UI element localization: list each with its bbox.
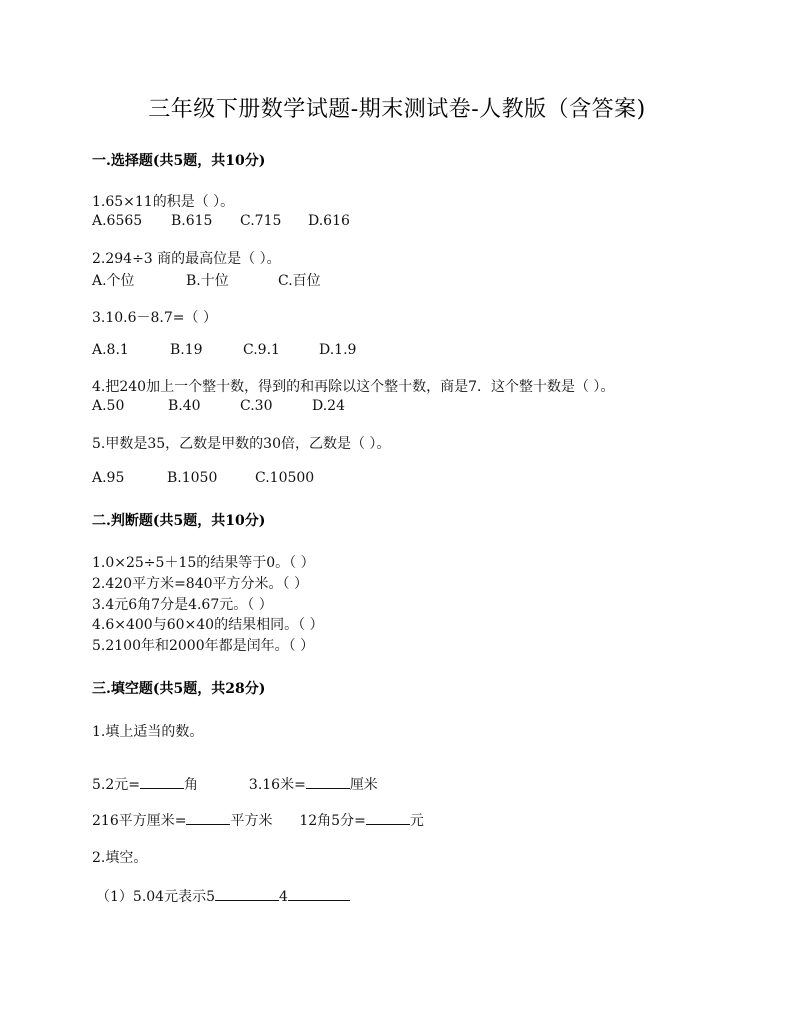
fill-question-2: 2.填空。 bbox=[92, 850, 148, 866]
answer-blank[interactable] bbox=[186, 810, 230, 825]
option: D.616 bbox=[308, 213, 350, 229]
fill-sub-1 bbox=[96, 886, 350, 906]
judge-item-5: 5.2100年和2000年都是闰年。（ ） bbox=[92, 638, 315, 654]
fill-unit: 厘米 bbox=[349, 777, 378, 793]
question-1-3: 3.10.6－8.7=（ ） bbox=[92, 310, 217, 326]
fill-unit: 平方米 bbox=[230, 813, 273, 829]
fill-row-1 bbox=[92, 774, 378, 794]
answer-blank[interactable] bbox=[215, 886, 279, 901]
answer-blank[interactable] bbox=[306, 774, 350, 789]
answer-blank[interactable] bbox=[366, 810, 410, 825]
judge-item-4: 4.6×400与60×40的结果相同。（ ） bbox=[92, 617, 324, 633]
judge-item-2: 2.420平方米=840平方分米。（ ） bbox=[92, 576, 308, 592]
fill-unit: 元 bbox=[409, 813, 424, 829]
option: C.10500 bbox=[255, 470, 315, 486]
option: C.30 bbox=[240, 398, 273, 414]
option: C.百位 bbox=[278, 273, 321, 289]
section-3-heading: 三.填空题(共5题，共28分) bbox=[92, 681, 266, 697]
section-2-heading: 二.判断题(共5题，共10分) bbox=[92, 513, 266, 529]
question-1-5: 5.甲数是35，乙数是甲数的30倍，乙数是（ ）。 bbox=[92, 436, 391, 452]
option: D.24 bbox=[312, 398, 345, 414]
fill-label: 3.16米= bbox=[248, 777, 306, 793]
option: B.40 bbox=[168, 398, 201, 414]
fill-label: （1）5.04元表示5 bbox=[96, 889, 215, 905]
section-1-heading: 一.选择题(共5题，共10分) bbox=[92, 153, 266, 169]
fill-label: 5.2元= bbox=[92, 777, 140, 793]
answer-blank[interactable] bbox=[140, 774, 184, 789]
option: A.个位 bbox=[92, 273, 135, 289]
fill-unit: 角 bbox=[184, 777, 198, 793]
option: C.9.1 bbox=[243, 342, 280, 358]
question-1-1: 1.65×11的积是（ ）。 bbox=[92, 194, 235, 210]
option: A.8.1 bbox=[92, 342, 129, 358]
answer-blank[interactable] bbox=[288, 886, 350, 901]
option: B.1050 bbox=[167, 470, 218, 486]
question-1-2: 2.294÷3 商的最高位是（ ）。 bbox=[92, 251, 281, 267]
judge-item-3: 3.4元6角7分是4.67元。（ ） bbox=[92, 597, 273, 613]
fill-question-1: 1.填上适当的数。 bbox=[92, 724, 204, 740]
page-title: 三年级下册数学试题-期末测试卷-人教版（含答案) bbox=[148, 97, 646, 122]
option: D.1.9 bbox=[319, 342, 357, 358]
fill-label: 4 bbox=[279, 889, 288, 905]
option: B.19 bbox=[170, 342, 203, 358]
fill-row-2 bbox=[92, 810, 424, 830]
option: A.50 bbox=[92, 398, 125, 414]
question-1-4: 4.把240加上一个整十数，得到的和再除以这个整十数，商是7．这个整十数是（ ）。 bbox=[92, 379, 615, 395]
option: B.615 bbox=[171, 213, 213, 229]
option: C.715 bbox=[240, 213, 282, 229]
fill-label: 216平方厘米= bbox=[92, 813, 187, 829]
fill-label: 12角5分= bbox=[299, 813, 366, 829]
option: B.十位 bbox=[186, 273, 229, 289]
option: A.95 bbox=[92, 470, 125, 486]
option: A.6565 bbox=[92, 213, 143, 229]
judge-item-1: 1.0×25÷5＋15的结果等于0。（ ） bbox=[92, 555, 315, 571]
